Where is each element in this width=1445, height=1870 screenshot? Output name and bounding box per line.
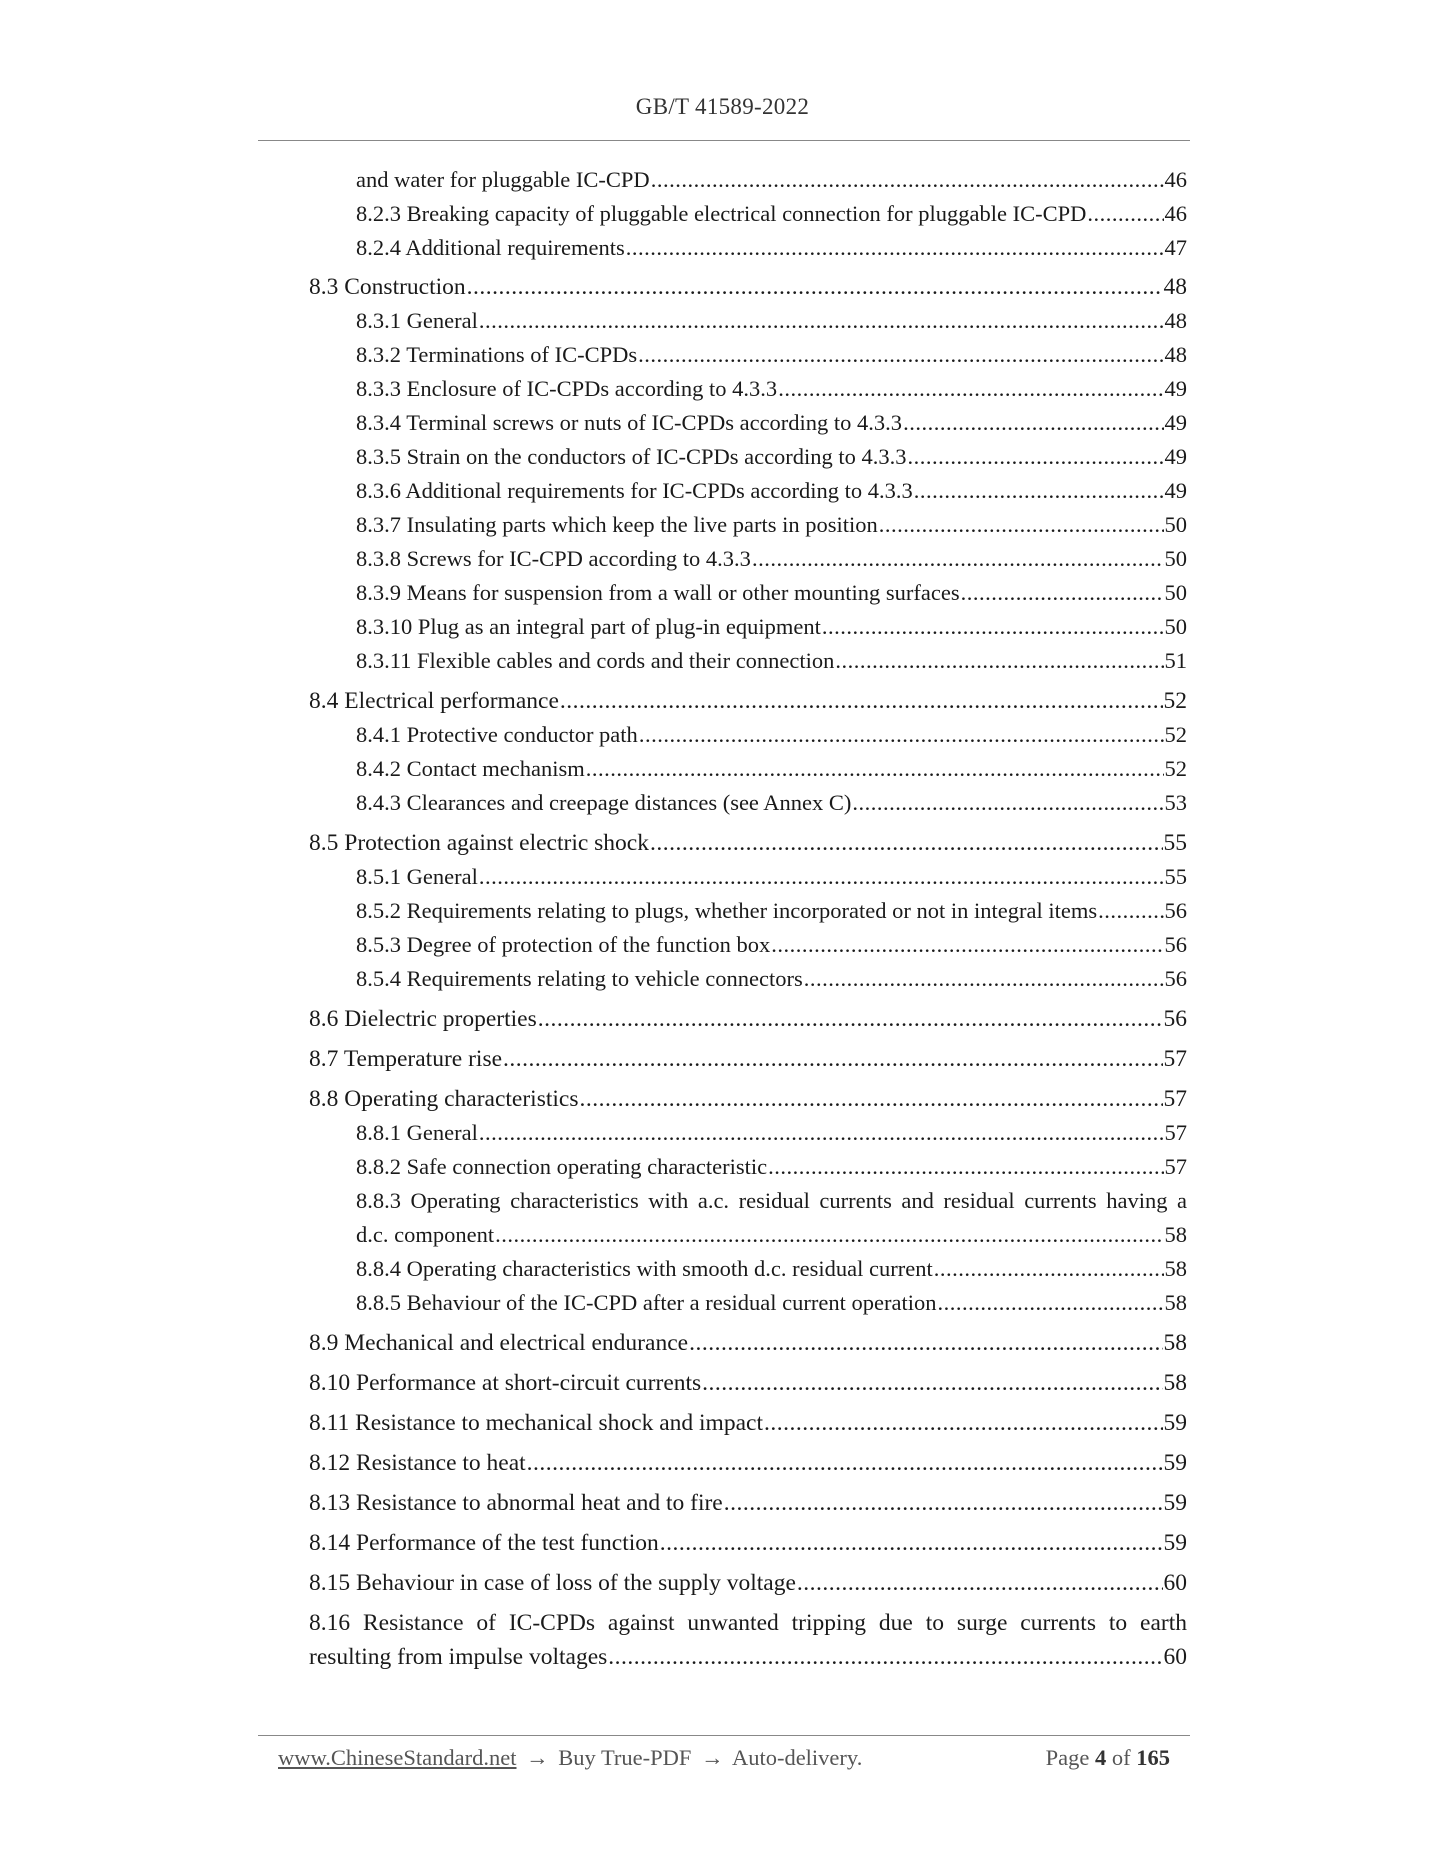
toc-entry-title: 8.3.9 Means for suspension from a wall or other mounting surfaces xyxy=(356,580,960,605)
arrow-icon: → xyxy=(701,1745,724,1770)
toc-entry-title: resulting from impulse voltages xyxy=(309,1644,608,1670)
toc-entry[interactable] xyxy=(309,1042,1187,1076)
toc-entry-page: 57 xyxy=(1163,1086,1187,1112)
dot-leader xyxy=(768,1150,1163,1184)
dot-leader xyxy=(538,1002,1163,1036)
dot-leader xyxy=(579,1082,1162,1116)
dot-leader xyxy=(822,610,1164,644)
toc-entry-page: 49 xyxy=(1164,478,1187,503)
toc-entry-page: 49 xyxy=(1164,444,1187,469)
toc-entry-page: 48 xyxy=(1164,308,1187,333)
toc-entry-title: 8.12 Resistance to heat xyxy=(309,1450,526,1476)
toc-entry[interactable] xyxy=(356,1150,1187,1184)
toc-entry-page: 56 xyxy=(1164,898,1187,923)
toc-entry-title: 8.6 Dielectric properties xyxy=(309,1006,537,1032)
dot-leader xyxy=(852,786,1163,820)
dot-leader xyxy=(467,270,1163,304)
toc-entry[interactable] xyxy=(356,338,1187,372)
toc-entry-page: 52 xyxy=(1164,722,1187,747)
toc-entry-title: 8.8.5 Behaviour of the IC-CPD after a residual current operation xyxy=(356,1290,937,1315)
dot-leader xyxy=(495,1218,1163,1252)
toc-entry[interactable] xyxy=(309,1446,1187,1480)
toc-entry[interactable] xyxy=(356,718,1187,752)
toc-entry[interactable] xyxy=(356,304,1187,338)
arrow-icon: → xyxy=(526,1745,549,1770)
toc-entry-title: 8.5.1 General xyxy=(356,864,478,889)
toc-entry[interactable] xyxy=(309,1566,1187,1600)
dot-leader xyxy=(804,962,1164,996)
dot-leader xyxy=(771,928,1163,962)
dot-leader xyxy=(560,684,1163,718)
toc-entry-page: 58 xyxy=(1164,1290,1187,1315)
toc-entry-page: 55 xyxy=(1163,830,1187,856)
website-link[interactable]: www.ChineseStandard.net xyxy=(278,1745,517,1770)
toc-entry[interactable] xyxy=(356,576,1187,610)
toc-entry-title: 8.3.2 Terminations of IC-CPDs xyxy=(356,342,638,367)
toc-entry-title: 8.8.4 Operating characteristics with smooth d.c. residual current xyxy=(356,1256,933,1281)
toc-entry-title: 8.2.3 Breaking capacity of pluggable electrical connection for pluggable IC-CPD xyxy=(356,201,1087,226)
toc-entry-page: 48 xyxy=(1163,274,1187,300)
toc-entry-title: 8.3.10 Plug as an integral part of plug-in equipment xyxy=(356,614,821,639)
toc-entry-page: 52 xyxy=(1164,756,1187,781)
dot-leader xyxy=(479,304,1164,338)
toc-entry-title: 8.3.11 Flexible cables and cords and their connection xyxy=(356,648,835,673)
toc-entry-page: 56 xyxy=(1164,932,1187,957)
toc-entry-wrapped-line[interactable]: 8.16 Resistance of IC-CPDs against unwanted tripping due to surge currents to earth xyxy=(309,1610,1187,1636)
toc-entry-title: 8.9 Mechanical and electrical endurance xyxy=(309,1330,689,1356)
toc-entry-title: 8.4.3 Clearances and creepage distances (see Annex C) xyxy=(356,790,852,815)
toc-entry-title: 8.3.3 Enclosure of IC-CPDs according to 4.3.3 xyxy=(356,376,778,401)
toc-entry-title: 8.5 Protection against electric shock xyxy=(309,830,649,856)
toc-entry[interactable] xyxy=(356,928,1187,962)
dot-leader xyxy=(1098,894,1163,928)
toc-entry[interactable] xyxy=(309,1326,1187,1360)
toc-entry[interactable] xyxy=(356,197,1187,231)
toc-entry-wrapped-line[interactable]: 8.8.3 Operating characteristics with a.c. residual currents and residual currents having a xyxy=(356,1188,1187,1213)
toc-entry[interactable] xyxy=(356,644,1187,678)
toc-entry-title: 8.3.8 Screws for IC-CPD according to 4.3.3 xyxy=(356,546,751,571)
toc-entry-title: 8.3.5 Strain on the conductors of IC-CPDs according to 4.3.3 xyxy=(356,444,907,469)
toc-entry-title: 8.8 Operating characteristics xyxy=(309,1086,579,1112)
toc-entry[interactable] xyxy=(309,1366,1187,1400)
dot-leader xyxy=(650,826,1163,860)
footer-divider xyxy=(258,1735,1190,1736)
toc-entry-page: 50 xyxy=(1164,512,1187,537)
toc-entry[interactable] xyxy=(356,962,1187,996)
dot-leader xyxy=(835,644,1163,678)
dot-leader xyxy=(937,1286,1163,1320)
toc-entry[interactable] xyxy=(356,1252,1187,1286)
toc-entry-page: 55 xyxy=(1164,864,1187,889)
toc-entry[interactable] xyxy=(309,684,1187,718)
toc-entry-page: 52 xyxy=(1163,688,1187,714)
dot-leader xyxy=(639,718,1164,752)
toc-entry-title: 8.8.2 Safe connection operating characteristic xyxy=(356,1154,768,1179)
dot-leader xyxy=(764,1406,1163,1440)
dot-leader xyxy=(797,1566,1163,1600)
toc-entry-page: 56 xyxy=(1164,966,1187,991)
dot-leader xyxy=(586,752,1164,786)
page-footer xyxy=(278,1738,1178,1778)
toc-entry-title: 8.4 Electrical performance xyxy=(309,688,559,714)
toc-entry-page: 59 xyxy=(1163,1410,1187,1436)
toc-entry-title: 8.7 Temperature rise xyxy=(309,1046,503,1072)
toc-entry-title: and water for pluggable IC-CPD xyxy=(356,167,650,192)
toc-entry-page: 58 xyxy=(1163,1370,1187,1396)
toc-entry[interactable] xyxy=(356,372,1187,406)
toc-entry-title: 8.15 Behaviour in case of loss of the supply voltage xyxy=(309,1570,796,1596)
toc-entry-page: 59 xyxy=(1163,1490,1187,1516)
toc-entry-title: 8.5.4 Requirements relating to vehicle connectors xyxy=(356,966,803,991)
toc-entry[interactable] xyxy=(309,270,1187,304)
toc-entry-title: 8.3.6 Additional requirements for IC-CPDs according to 4.3.3 xyxy=(356,478,913,503)
toc-entry-page: 48 xyxy=(1164,342,1187,367)
toc-entry[interactable] xyxy=(356,860,1187,894)
toc-entry[interactable] xyxy=(356,610,1187,644)
dot-leader xyxy=(479,860,1164,894)
toc-entry-page: 60 xyxy=(1163,1644,1187,1670)
dot-leader xyxy=(961,576,1164,610)
page-label: Page xyxy=(1045,1745,1090,1770)
toc-entry-page: 49 xyxy=(1164,410,1187,435)
toc-entry-title: 8.3.1 General xyxy=(356,308,478,333)
toc-entry[interactable] xyxy=(356,894,1187,928)
toc-entry[interactable] xyxy=(309,1526,1187,1560)
toc-entry-page: 50 xyxy=(1164,546,1187,571)
toc-entry-page: 57 xyxy=(1164,1154,1187,1179)
toc-entry-title: 8.5.2 Requirements relating to plugs, whether incorporated or not in integral items xyxy=(356,898,1098,923)
toc-entry-title: 8.2.4 Additional requirements xyxy=(356,235,625,260)
toc-entry[interactable] xyxy=(356,1116,1187,1150)
dot-leader xyxy=(934,1252,1164,1286)
toc-entry[interactable] xyxy=(309,1002,1187,1036)
dot-leader xyxy=(752,542,1164,576)
dot-leader xyxy=(638,338,1163,372)
toc-entry[interactable] xyxy=(356,163,1187,197)
toc-entry-title: 8.5.3 Degree of protection of the function box xyxy=(356,932,771,957)
toc-entry[interactable] xyxy=(356,508,1187,542)
toc-entry[interactable] xyxy=(356,231,1187,265)
dot-leader xyxy=(660,1526,1163,1560)
toc-entry[interactable] xyxy=(309,1082,1187,1116)
toc-entry[interactable] xyxy=(356,440,1187,474)
page-number xyxy=(1046,1738,1170,1778)
auto-delivery-text: Auto-delivery. xyxy=(731,1745,863,1770)
toc-entry-page: 58 xyxy=(1164,1222,1187,1247)
toc-entry-page: 57 xyxy=(1164,1120,1187,1145)
toc-entry-page: 51 xyxy=(1164,648,1187,673)
toc-entry-title: 8.14 Performance of the test function xyxy=(309,1530,659,1556)
toc-entry-page: 58 xyxy=(1163,1330,1187,1356)
toc-entry[interactable] xyxy=(309,1406,1187,1440)
dot-leader xyxy=(702,1366,1162,1400)
dot-leader xyxy=(527,1446,1163,1480)
page-of-label: of xyxy=(1111,1745,1131,1770)
toc-entry[interactable] xyxy=(356,752,1187,786)
dot-leader xyxy=(724,1486,1163,1520)
toc-entry-page: 47 xyxy=(1164,235,1187,260)
toc-entry[interactable] xyxy=(356,542,1187,576)
toc-entry[interactable] xyxy=(356,786,1187,820)
toc-entry-page: 59 xyxy=(1163,1450,1187,1476)
toc-entry-title: 8.11 Resistance to mechanical shock and impact xyxy=(309,1410,763,1436)
dot-leader xyxy=(903,406,1163,440)
page-current: 4 xyxy=(1095,1745,1107,1770)
dot-leader xyxy=(1087,197,1163,231)
dot-leader xyxy=(651,163,1164,197)
toc-entry-page: 50 xyxy=(1164,580,1187,605)
toc-entry[interactable] xyxy=(309,826,1187,860)
toc-entry-page: 59 xyxy=(1163,1530,1187,1556)
toc-entry[interactable] xyxy=(309,1486,1187,1520)
page-total: 165 xyxy=(1136,1745,1170,1770)
toc-entry[interactable] xyxy=(309,1640,1187,1674)
toc-entry-page: 58 xyxy=(1164,1256,1187,1281)
toc-entry-page: 50 xyxy=(1164,614,1187,639)
toc-entry-title: 8.10 Performance at short-circuit currents xyxy=(309,1370,702,1396)
toc-entry-page: 56 xyxy=(1163,1006,1187,1032)
toc-entry[interactable] xyxy=(356,1218,1187,1252)
dot-leader xyxy=(908,440,1164,474)
dot-leader xyxy=(778,372,1163,406)
toc-entry-page: 46 xyxy=(1164,201,1187,226)
dot-leader xyxy=(626,231,1164,265)
toc-entry[interactable] xyxy=(356,474,1187,508)
toc-entry-page: 57 xyxy=(1163,1046,1187,1072)
toc-entry-page: 60 xyxy=(1163,1570,1187,1596)
toc-entry-page: 53 xyxy=(1164,790,1187,815)
toc-entry[interactable] xyxy=(356,406,1187,440)
dot-leader xyxy=(503,1042,1162,1076)
toc-entry-title: 8.4.1 Protective conductor path xyxy=(356,722,638,747)
toc-entry-title: 8.3 Construction xyxy=(309,274,466,300)
dot-leader xyxy=(689,1326,1162,1360)
toc-entry-title: 8.3.7 Insulating parts which keep the live parts in position xyxy=(356,512,878,537)
dot-leader xyxy=(914,474,1164,508)
toc-entry-title: 8.8.1 General xyxy=(356,1120,478,1145)
toc-entry-title: 8.13 Resistance to abnormal heat and to fire xyxy=(309,1490,723,1516)
dot-leader xyxy=(608,1640,1162,1674)
dot-leader xyxy=(479,1116,1164,1150)
toc-entry[interactable] xyxy=(356,1286,1187,1320)
dot-leader xyxy=(879,508,1164,542)
buy-true-pdf-link[interactable]: Buy True-PDF xyxy=(558,1745,692,1770)
toc-entry-page: 49 xyxy=(1164,376,1187,401)
toc-entry-page: 46 xyxy=(1164,167,1187,192)
toc-entry-title: 8.4.2 Contact mechanism xyxy=(356,756,585,781)
toc-entry-title: 8.3.4 Terminal screws or nuts of IC-CPDs according to 4.3.3 xyxy=(356,410,903,435)
document-header: GB/T 41589-2022 xyxy=(635,94,810,119)
toc-entry-title: d.c. component xyxy=(356,1222,495,1247)
